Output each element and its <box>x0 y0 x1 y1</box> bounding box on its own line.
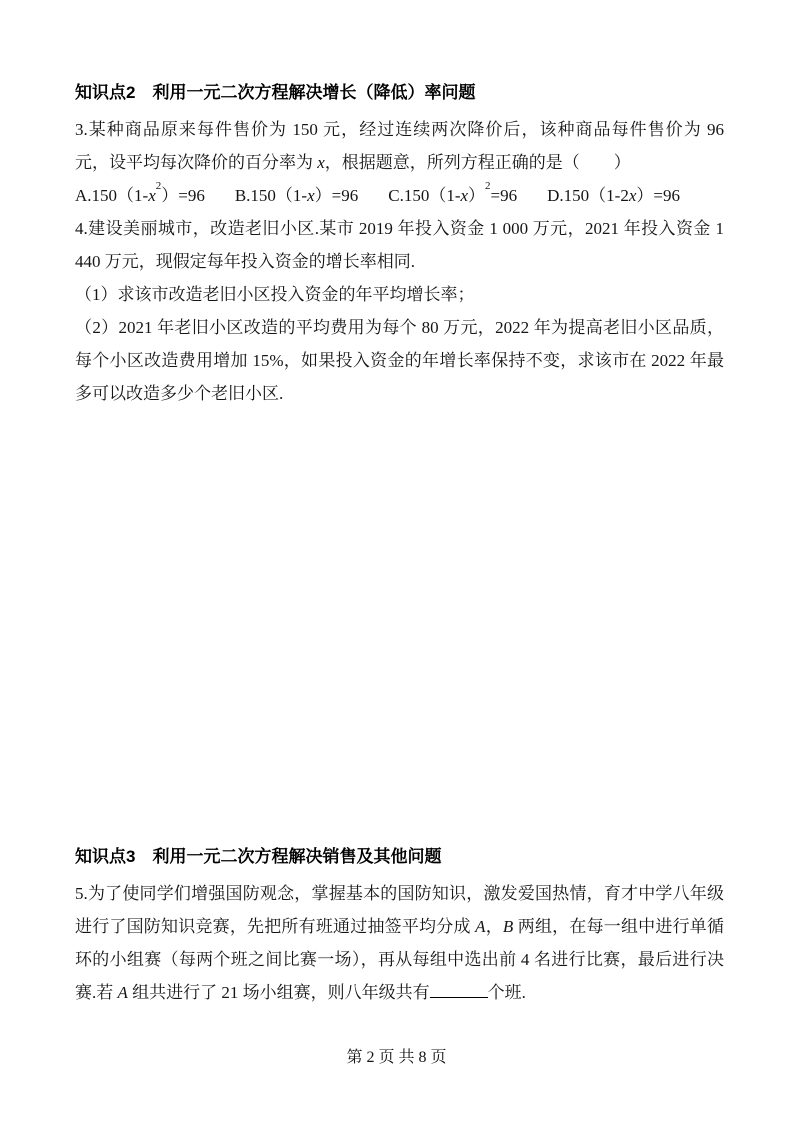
option-a <box>75 179 205 212</box>
question-4-part-1: （1）求该市改造老旧小区投入资金的年平均增长率； <box>75 285 475 304</box>
question-4: 4.建设美丽城市，改造老旧小区.某市 2019 年投入资金 1 000 万元，2021 年投入资金 1 440 万元，现假定每年投入资金的增长率相同. <box>75 219 724 271</box>
question-3-options <box>75 179 724 212</box>
option-a-text: A.150（1- <box>75 186 149 205</box>
option-d <box>547 179 680 212</box>
knowledge-point-3-heading <box>75 846 724 868</box>
question-3-lead: 3.某种商品原来每件售价为 150 元，经过连续两次降价后，该种商品每件售价为 96 元，设平均每次降价的百分率为 <box>75 120 724 172</box>
question-4-part-2: （2）2021 年老旧小区改造的平均费用为每个 80 万元，2022 年为提高老旧小区品质，每个小区改造费用增加 15%，如果投入资金的年增长率保持不变，求该市在 2022 年最多可以改造多少个老旧小区. <box>75 318 724 403</box>
option-b <box>235 179 358 212</box>
option-c-paren: ） <box>468 186 486 205</box>
variable-x: x <box>307 186 315 205</box>
exponent-2: 2 <box>155 180 162 193</box>
knowledge-point-2-title: 利用一元二次方程解决增长（降低）率问题 <box>152 83 476 102</box>
knowledge-point-2-label: 知识点2 <box>75 83 136 102</box>
question-5-text-2: ， <box>485 917 503 936</box>
variable-a: A <box>117 983 128 1002</box>
option-c <box>388 179 517 212</box>
exponent-2: 2 <box>485 180 491 193</box>
option-d-text-tail: ）=96 <box>636 186 680 205</box>
variable-a: A <box>475 917 486 936</box>
page-number-text: 第 2 页 共 8 页 <box>346 1049 447 1066</box>
variable-x: x <box>148 186 156 205</box>
question-5-text-5: 个班. <box>487 983 526 1002</box>
question-5 <box>75 877 724 1009</box>
question-3-tail: ，根据题意，所列方程正确的是（ ） <box>324 153 631 172</box>
option-c-text: C.150（1- <box>388 186 461 205</box>
question-5-text-4: 组共进行了 21 场小组赛，则八年级共有 <box>127 983 430 1002</box>
question-5-text-3: 两组，在每一组中进行单循环的小组赛（每两个班之间比赛一场），再从每组中选出前 4 名进行比赛，最后进行决赛.若 <box>75 917 724 1002</box>
option-c-text-tail: =96 <box>490 186 518 205</box>
variable-x: x <box>460 186 469 205</box>
option-a-text-tail: ）=96 <box>161 186 205 205</box>
knowledge-point-3-label: 知识点3 <box>75 847 136 866</box>
variable-b: B <box>502 917 514 936</box>
question-3 <box>75 113 724 179</box>
variable-x: x <box>628 186 637 205</box>
knowledge-point-3-title: 利用一元二次方程解决销售及其他问题 <box>152 847 442 866</box>
variable-x: x <box>317 153 325 172</box>
page-footer <box>0 1046 793 1070</box>
section-knowledge-point-2 <box>75 82 724 410</box>
section-knowledge-point-3 <box>75 846 724 1009</box>
question-5-text-1: 5.为了使同学们增强国防观念，掌握基本的国防知识，激发爱国热情，育才中学八年级进行了国防知识竞赛，先把所有班通过抽签平均分成 <box>75 884 724 936</box>
knowledge-point-2-heading <box>75 82 724 104</box>
answer-blank <box>430 995 488 998</box>
option-b-text: B.150（1- <box>234 186 308 205</box>
option-d-text: D.150（1-2 <box>547 186 629 205</box>
option-b-text-tail: ）=96 <box>314 186 359 205</box>
